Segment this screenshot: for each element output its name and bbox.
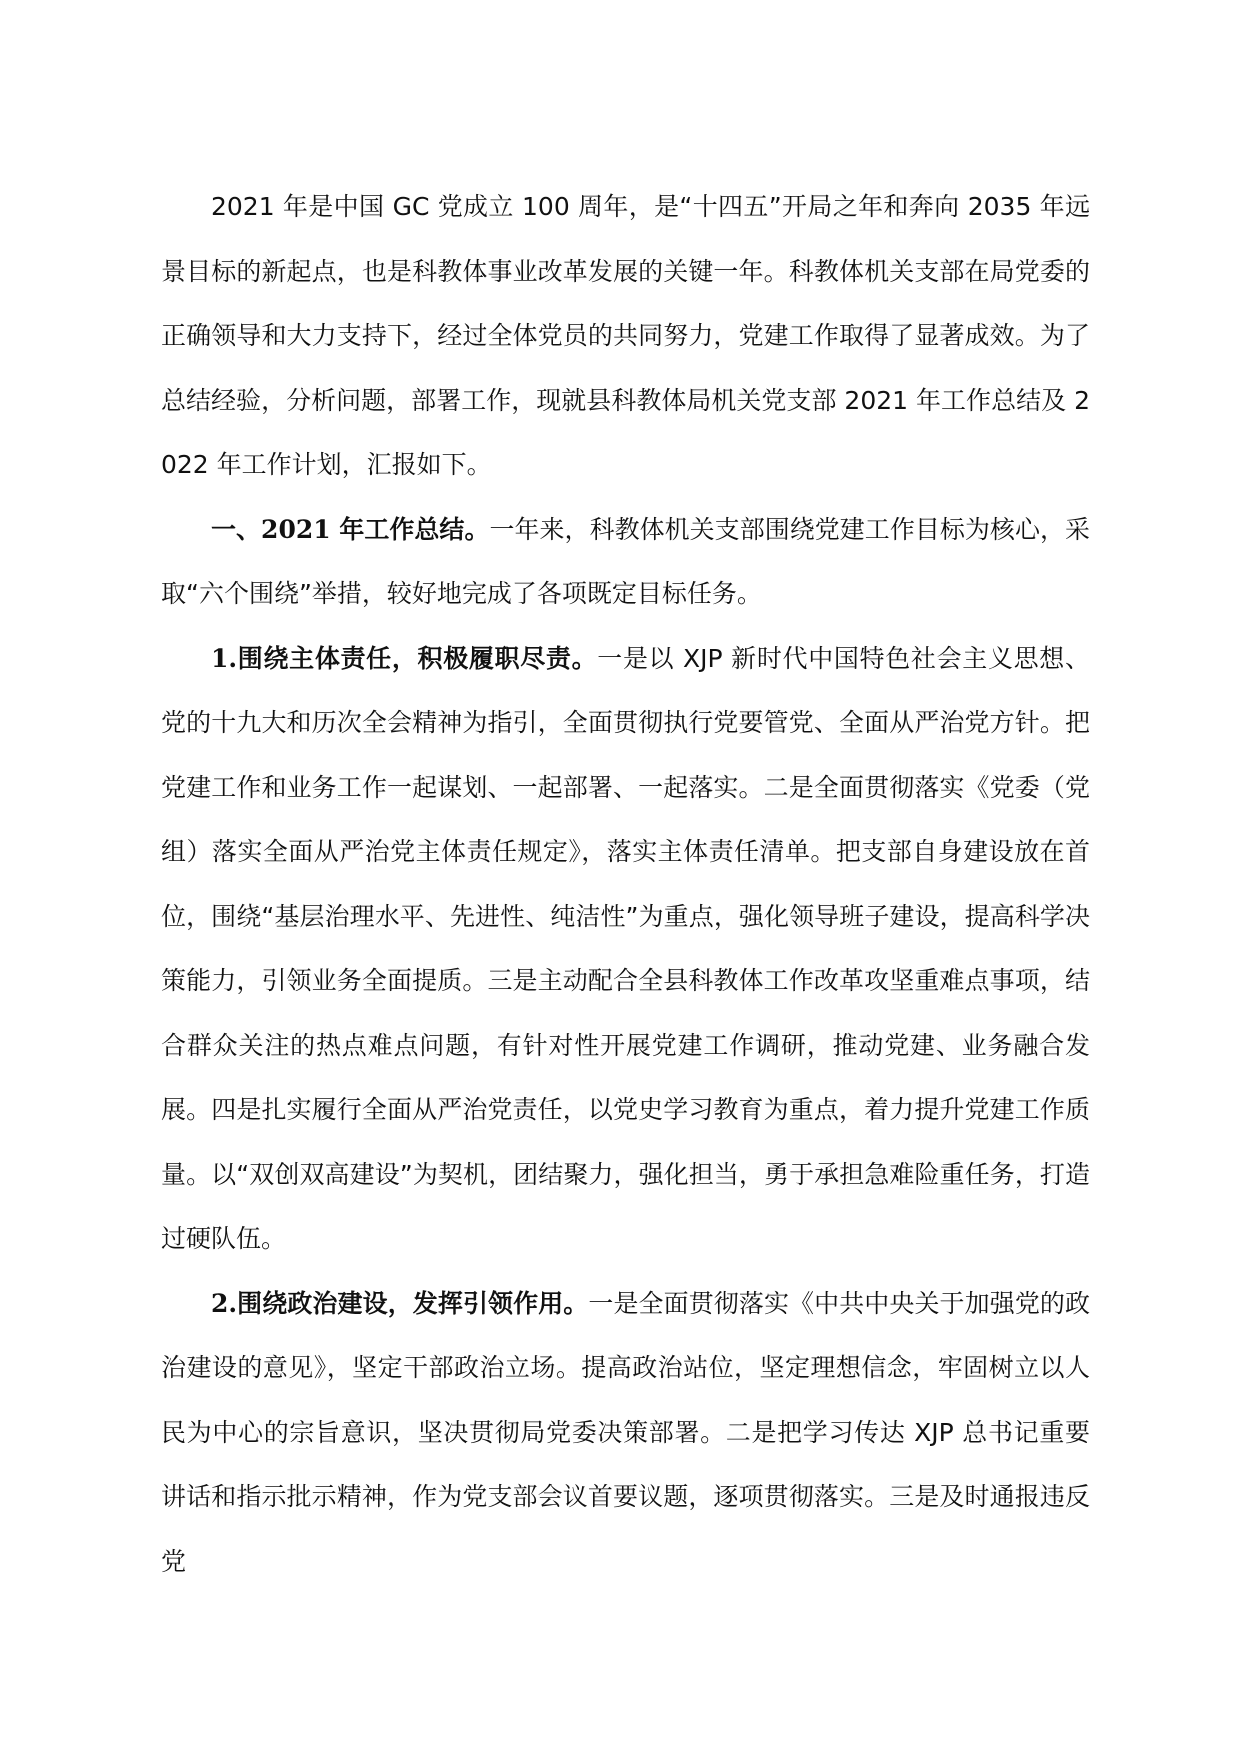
paragraph-text: 2021 年是中国 GC 党成立 100 周年，是“十四五”开局之年和奔向 2035 年远景目标的新起点，也是科教体事业改革发展的关键一年。科教体机关支部在局党委的正确领导和大力支持下，经过全体党员的共同努力，党建工作取得了显著成效。为了总结经验，分析问题，部署工作，现就县科教体局机关党支部 2021 年工作总结及 2022 年工作计划，汇报如下。 bbox=[161, 192, 1090, 479]
section-1-paragraph bbox=[161, 498, 1090, 627]
item-heading: 2.围绕政治建设，发挥引领作用。 bbox=[211, 1288, 589, 1318]
item-1-paragraph bbox=[161, 627, 1090, 1272]
paragraph-text: 一是以 XJP 新时代中国特色社会主义思想、党的十九大和历次全会精神为指引，全面贯彻执行党要管党、全面从严治党方针。把党建工作和业务工作一起谋划、一起部署、一起落实。二是全面贯彻落实《党委（党组）落实全面从严治党主体责任规定》，落实主体责任清单。把支部自身建设放在首位，围绕“基层治理水平、先进性、纯洁性”为重点，强化领导班子建设，提高科学决策能力，引领业务全面提质。三是主动配合全县科教体工作改革攻坚重难点事项，结合群众关注的热点难点问题，有针对性开展党建工作调研，推动党建、业务融合发展。四是扎实履行全面从严治党责任，以党史学习教育为重点，着力提升党建工作质量。以“双创双高建设”为契机，团结聚力，强化担当，勇于承担急难险重任务，打造过硬队伍。 bbox=[161, 643, 1090, 1253]
paragraph-text: 一是全面贯彻落实《中共中央关于加强党的政治建设的意见》，坚定干部政治立场。提高政治站位，坚定理想信念，牢固树立以人民为中心的宗旨意识，坚决贯彻局党委决策部署。二是把学习传达 XJP 总书记重要讲话和指示批示精神，作为党支部会议首要议题，逐项贯彻落实。三是及时通报违反党 bbox=[161, 1288, 1090, 1576]
paragraph-text: 一年来，科教体机关支部围绕党建工作目标为核心，采取“六个围绕”举措，较好地完成了各项既定目标任务。 bbox=[161, 514, 1090, 608]
item-heading: 1.围绕主体责任，积极履职尽责。 bbox=[211, 643, 598, 673]
intro-paragraph bbox=[161, 175, 1090, 498]
item-2-paragraph bbox=[161, 1272, 1090, 1595]
section-heading: 一、2021 年工作总结。 bbox=[211, 514, 490, 544]
